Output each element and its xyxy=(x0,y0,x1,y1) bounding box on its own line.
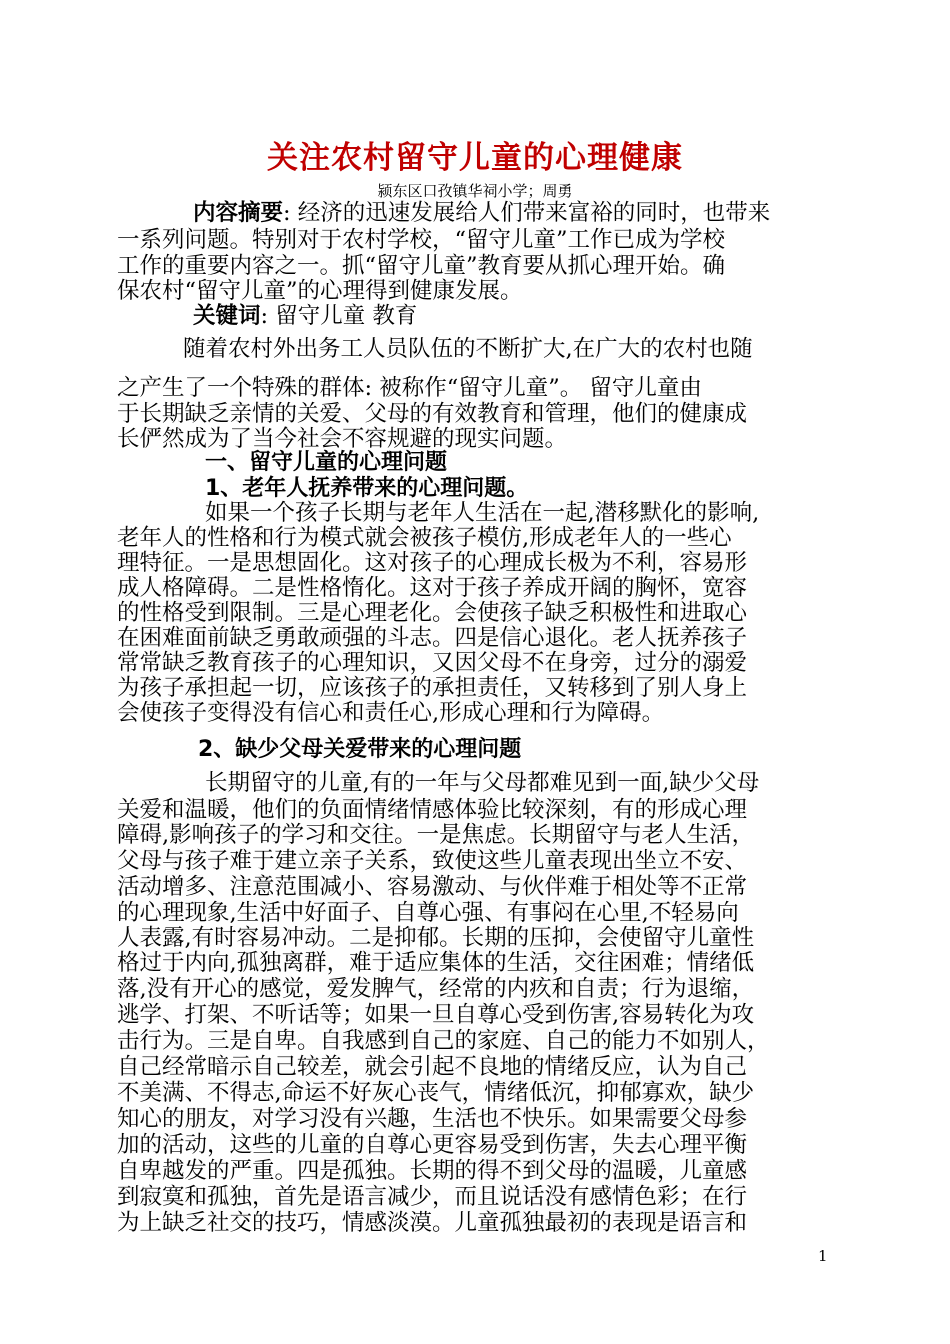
paragraph-line: 老年人的性格和行为模式就会被孩子模仿,形成老年人的一些心 xyxy=(117,525,732,551)
abstract-text: : 经济的迅速发展给人们带来富裕的同时，也带来 xyxy=(283,200,771,226)
abstract-line: 一系列问题。特别对于农村学校，“留守儿童”工作已成为学校 xyxy=(117,227,726,253)
keywords-text: : 留守儿童 教育 xyxy=(260,303,418,329)
paragraph-line: 自卑越发的严重。四是孤独。长期的得不到父母的温暖，儿童感 xyxy=(117,1158,748,1184)
paragraph-line: 长期留守的儿童,有的一年与父母都难见到一面,缺少父母 xyxy=(205,770,760,796)
paragraph-line: 常常缺乏教育孩子的心理知识，又因父母不在身旁，过分的溺爱 xyxy=(117,650,748,676)
abstract-line: 工作的重要内容之一。抓“留守儿童”教育要从抓心理开始。确 xyxy=(117,253,726,279)
paragraph-line: 为孩子承担起一切，应该孩子的承担责任，又转移到了别人身上 xyxy=(117,675,748,701)
paragraph-line: 理特征。一是思想固化。这对孩子的心理成长极为不利，容易形 xyxy=(117,550,748,576)
paragraph-line: 障碍,影响孩子的学习和交往。一是焦虑。长期留守与老人生活， xyxy=(117,822,755,848)
paragraph-line: 关爱和温暖，他们的负面情绪情感体验比较深刻，有的形成心理 xyxy=(117,797,748,823)
subsection-heading: 1、老年人抚养带来的心理问题。 xyxy=(205,476,529,501)
paragraph-line: 到寂寞和孤独，首先是语言减少，而且说话没有感情色彩；在行 xyxy=(117,1184,748,1210)
paragraph-line: 知心的朋友，对学习没有兴趣，生活也不快乐。如果需要父母参 xyxy=(117,1106,748,1132)
paragraph-line: 人表露,有时容易冲动。二是抑郁。长期的压抑，会使留守儿童性 xyxy=(117,925,755,951)
paragraph-line: 的性格受到限制。三是心理老化。会使孩子缺乏积极性和进取心 xyxy=(117,600,748,626)
document-title: 关注农村留守儿童的心理健康 xyxy=(267,140,683,176)
paragraph-line: 不美满、不得志,命运不好灰心丧气，情绪低沉，抑郁寡欢，缺少 xyxy=(117,1080,755,1106)
paragraph-line: 成人格障碍。二是性格惰化。这对于孩子养成开阔的胸怀，宽容 xyxy=(117,575,748,601)
paragraph-line: 加的活动，这些的儿童的自尊心更容易受到伤害，失去心理平衡 xyxy=(117,1132,748,1158)
section-heading: 一、留守儿童的心理问题 xyxy=(205,450,448,475)
page-number: 1 xyxy=(818,1247,828,1265)
keywords-line xyxy=(193,303,417,329)
paragraph-line: 落,没有开心的感觉，爱发脾气，经常的内疚和自责；行为退缩， xyxy=(117,976,755,1002)
abstract-line xyxy=(193,200,770,226)
paragraph-line: 为上缺乏社交的技巧，情感淡漠。儿童孤独最初的表现是语言和 xyxy=(117,1210,748,1236)
paragraph-line: 自己经常暗示自己较差，就会引起不良地的情绪反应，认为自己 xyxy=(117,1054,748,1080)
paragraph-line: 活动增多、注意范围减小、容易激动、与伙伴难于相处等不正常 xyxy=(117,874,748,900)
paragraph-line: 击行为。三是自卑。自我感到自己的家庭、自己的能力不如别人， xyxy=(117,1028,770,1054)
keywords-label: 关键词 xyxy=(193,303,261,329)
paragraph-line: 逃学、打架、不听话等；如果一旦自尊心受到伤害,容易转化为攻 xyxy=(117,1002,755,1028)
abstract-label: 内容摘要 xyxy=(193,200,284,226)
paragraph-line: 的心理现象,生活中好面子、自尊心强、有事闷在心里,不轻易向 xyxy=(117,900,739,926)
intro-line: 于长期缺乏亲情的关爱、父母的有效教育和管理，他们的健康成 xyxy=(117,401,748,427)
paragraph-line: 在困难面前缺乏勇敢顽强的斗志。四是信心退化。老人抚养孩子 xyxy=(117,625,748,651)
intro-line: 随着农村外出务工人员队伍的不断扩大,在广大的农村也随 xyxy=(183,336,753,362)
paragraph-line: 会使孩子变得没有信心和责任心,形成心理和行为障碍。 xyxy=(117,700,665,726)
intro-line: 之产生了一个特殊的群体: 被称作“留守儿童”。 留守儿童由 xyxy=(117,375,702,401)
paragraph-line: 如果一个孩子长期与老年人生活在一起,潜移默化的影响, xyxy=(205,500,760,526)
paragraph-line: 格过于内向,孤独离群，难于适应集体的生活，交往困难；情绪低 xyxy=(117,950,755,976)
abstract-line: 保农村“留守儿童”的心理得到健康发展。 xyxy=(117,278,523,304)
subsection-heading: 2、缺少父母关爱带来的心理问题 xyxy=(198,737,522,762)
author-line: 颍东区口孜镇华祠小学；周勇 xyxy=(377,182,573,200)
intro-line: 长俨然成为了当今社会不容规避的现实问题。 xyxy=(117,426,568,452)
paragraph-line: 父母与孩子难于建立亲子关系，致使这些儿童表现出坐立不安、 xyxy=(117,848,748,874)
